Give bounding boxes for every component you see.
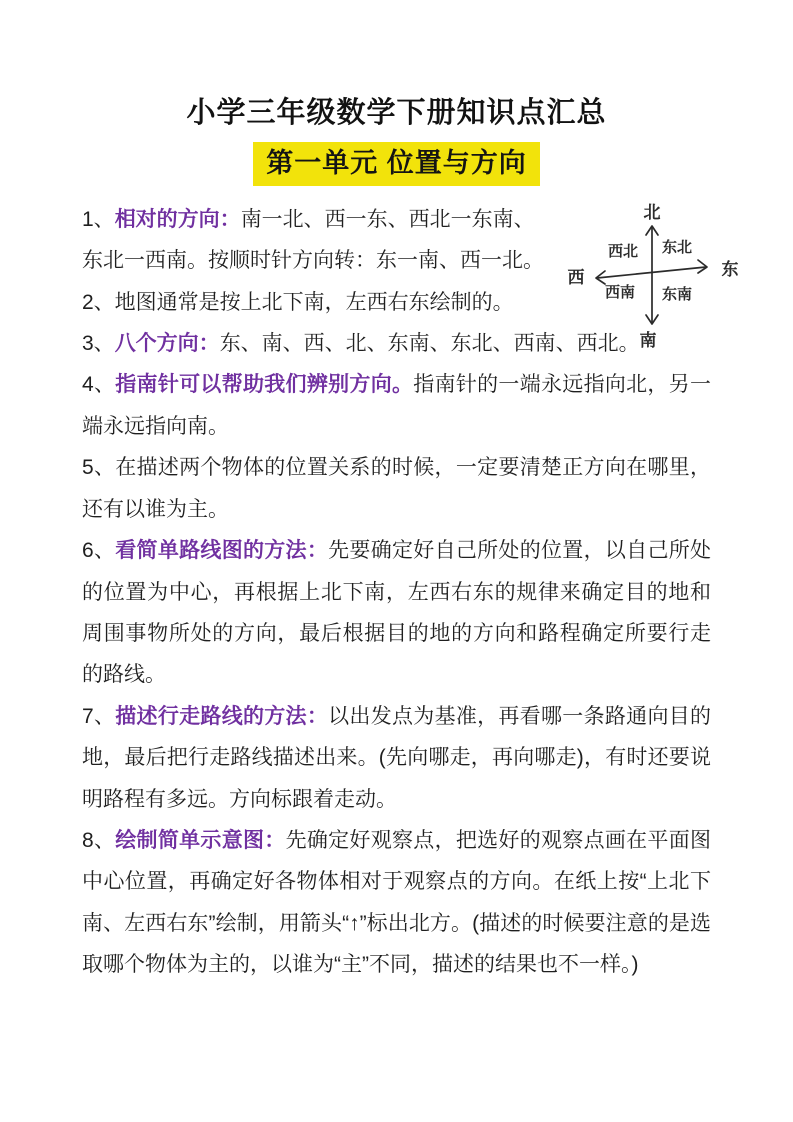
item-text: 东北一西南。按顺时针方向转：东一南、西一北。	[82, 249, 544, 273]
compass-northeast-label: 东北	[661, 239, 693, 256]
item-number: 4、	[82, 373, 116, 397]
compass-north-label: 北	[643, 203, 661, 222]
item-text: 5、在描述两个物体的位置关系的时候，一定要清楚正方向在哪里，还有以谁为主。	[82, 456, 711, 521]
key-term: 描述行走路线的方法：	[115, 704, 329, 728]
knowledge-point-6	[82, 530, 711, 696]
item-number: 6、	[82, 539, 116, 563]
knowledge-point-8	[82, 820, 711, 986]
item-text: 南一北、西一东、西北一东南、	[240, 207, 535, 231]
item-number: 1、	[82, 207, 115, 231]
key-term: 绘制简单示意图：	[115, 828, 286, 852]
compass-west-label: 西	[567, 268, 585, 287]
key-term: 看简单路线图的方法：	[115, 539, 329, 563]
item-text: 先要确定好自己所处的位置，以自己所处的位置为中心，再根据上北下南，左西右东的规律来确定目的地和周围事物所处的方向，最后根据目的地的方向和路程确定所要行走的路线。	[82, 539, 712, 687]
item-number: 8、	[82, 828, 116, 852]
knowledge-point-7	[82, 696, 711, 820]
key-term: 八个方向：	[114, 332, 220, 356]
item-text: 东、南、西、北、东南、东北、西南、西北。	[219, 332, 640, 356]
key-term: 指南针可以帮助我们辨别方向。	[115, 373, 414, 397]
item-text: 2、地图通常是按上北下南，左西右东绘制的。	[82, 290, 514, 314]
item-text: 指南针的一端永远指向北，另一端永远指向南。	[82, 373, 712, 438]
compass-south-label: 南	[639, 331, 657, 350]
compass-southeast-label: 东南	[661, 286, 693, 303]
item-text: 以出发点为基准，再看哪一条路通向目的地，最后把行走路线描述出来。(先向哪走，再向哪走)，有时还要说明路程有多远。方向标跟着走动。	[82, 704, 712, 811]
compass-northwest-label: 西北	[607, 243, 639, 260]
item-number: 3、	[82, 332, 115, 356]
unit-heading: 第一单元 位置与方向	[253, 142, 540, 186]
knowledge-point-4	[82, 364, 711, 447]
key-term: 相对的方向：	[114, 207, 241, 231]
item-number: 7、	[82, 704, 116, 728]
compass-diagram	[556, 196, 756, 356]
subtitle-row	[0, 142, 793, 186]
page-title: 小学三年级数学下册知识点汇总	[186, 97, 607, 129]
item-text: 先确定好观察点，把选好的观察点画在平面图中心位置，再确定好各物体相对于观察点的方向。在纸上按“上北下南、左西右东”绘制，用箭头“↑”标出北方。(描述的时候要注意的是选取哪个物体为主的，以谁为“主”不同，描述的结果也不一样。)	[82, 828, 712, 977]
compass-east-label: 东	[721, 260, 739, 279]
compass-southwest-label: 西南	[604, 284, 636, 301]
knowledge-point-5	[82, 447, 711, 530]
